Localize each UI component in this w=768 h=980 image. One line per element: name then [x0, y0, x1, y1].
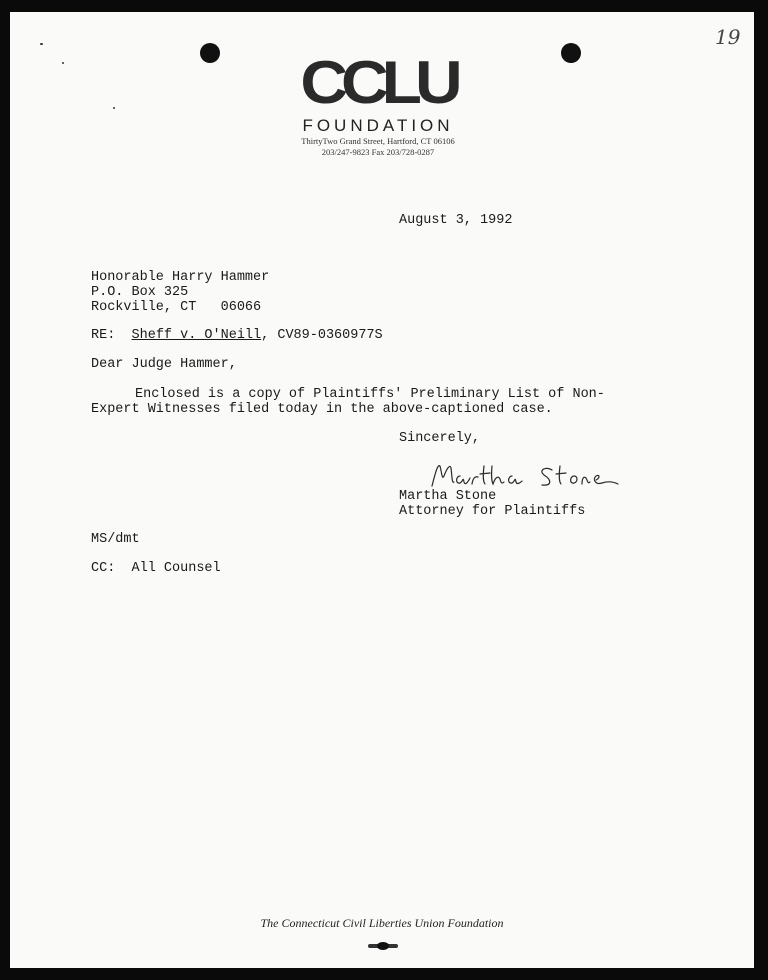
recipient-name: Honorable Harry Hammer — [91, 270, 270, 285]
re-line — [91, 328, 383, 343]
cclu-logo: CCLU — [300, 47, 456, 117]
case-number: , CV89-0360977S — [261, 328, 383, 343]
typist-initials: MS/dmt — [91, 532, 140, 547]
speck — [40, 43, 43, 45]
logo-subtitle: FOUNDATION — [302, 116, 454, 135]
case-name: Sheff v. O'Neill — [131, 328, 262, 343]
punch-hole-left — [200, 43, 220, 63]
handwritten-page-number: 19 — [715, 25, 741, 49]
letter-date: August 3, 1992 — [399, 213, 513, 228]
cc-label: CC: — [91, 561, 116, 576]
letterhead — [280, 47, 476, 158]
letterhead-address: ThirtyTwo Grand Street, Hartford, CT 06106 — [301, 136, 455, 146]
salutation: Dear Judge Hammer, — [91, 357, 237, 372]
recipient-address-line: Rockville, CT 06066 — [91, 300, 262, 315]
cc-line — [91, 561, 221, 576]
cc-recipients: All Counsel — [131, 561, 221, 576]
speck — [62, 62, 64, 64]
closing: Sincerely, — [399, 431, 481, 446]
footer-org-name: The Connecticut Civil Liberties Union Foundation — [260, 916, 504, 930]
body-text: Enclosed is a copy of Plaintiffs' Preliminary List of Non- — [135, 387, 605, 402]
signer-title: Attorney for Plaintiffs — [399, 504, 586, 519]
recipient-address-line: P.O. Box 325 — [91, 285, 189, 300]
punch-hole-right — [561, 43, 581, 63]
body-text: Expert Witnesses filed today in the above-captioned case. — [91, 402, 553, 417]
re-label: RE: — [91, 328, 116, 343]
letter-page — [10, 12, 754, 968]
speck — [113, 107, 115, 109]
signer-name: Martha Stone — [399, 489, 497, 504]
letterhead-phone: 203/247-9823 Fax 203/728-0287 — [321, 147, 435, 157]
union-label-icon — [368, 942, 398, 950]
